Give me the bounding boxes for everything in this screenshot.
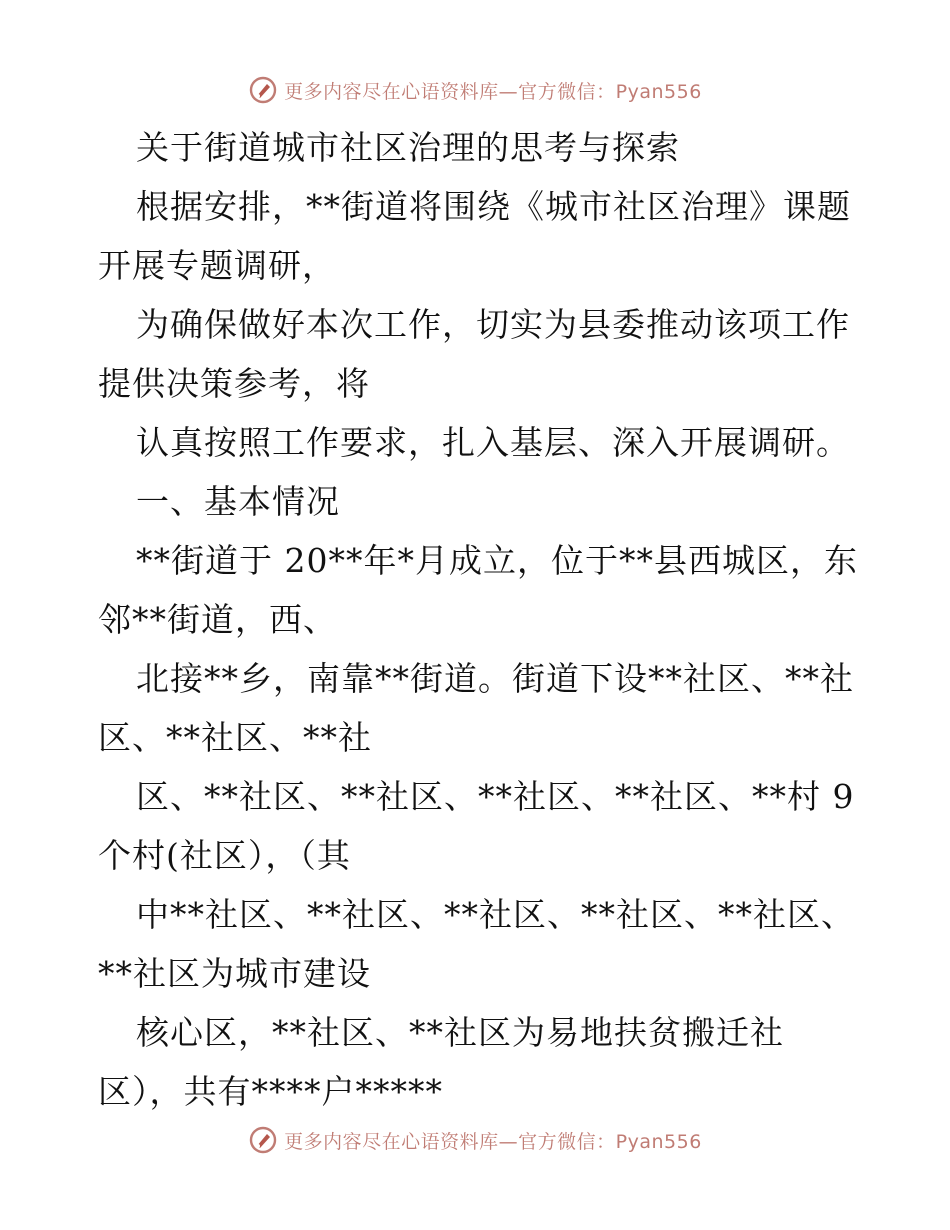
paragraph-line: 认真按照工作要求，扎入基层、深入开展调研。 xyxy=(136,423,850,462)
paragraph-line: 为确保做好本次工作，切实为县委推动该项工作 xyxy=(136,305,850,344)
pen-nib-circle-icon xyxy=(248,75,278,105)
paragraph-line: 区），共有****户***** xyxy=(98,1072,443,1111)
paragraph-line: 核心区，**社区、**社区为易地扶贫搬迁社 xyxy=(136,1013,784,1052)
paragraph-line: 一、基本情况 xyxy=(136,482,340,521)
paragraph-line: 开展专题调研， xyxy=(98,246,336,285)
paragraph-line: 区、**社区、**社区、**社区、**社区、**村 9 xyxy=(136,777,855,816)
document-body xyxy=(98,118,858,1121)
paragraph-line: 提供决策参考，将 xyxy=(98,364,370,403)
paragraph-line: **社区为城市建设 xyxy=(98,954,371,993)
watermark-text: 更多内容尽在心语资料库—官方微信：Pyan556 xyxy=(284,80,702,103)
watermark-banner-top xyxy=(0,70,950,110)
watermark-banner-bottom xyxy=(0,1120,950,1160)
paragraph-line: 中**社区、**社区、**社区、**社区、**社区、 xyxy=(136,895,855,934)
paragraph-line: 区、**社区、**社 xyxy=(98,718,372,757)
pen-nib-circle-icon xyxy=(248,1125,278,1155)
document-title: 关于街道城市社区治理的思考与探索 xyxy=(136,128,680,167)
paragraph-line: 个村(社区），（其 xyxy=(98,836,351,875)
watermark-text: 更多内容尽在心语资料库—官方微信：Pyan556 xyxy=(284,1130,702,1153)
paragraph-line: 北接**乡，南靠**街道。街道下设**社区、**社 xyxy=(136,659,854,698)
paragraph-line: 邻**街道，西、 xyxy=(98,600,337,639)
paragraph-line: **街道于 20**年*月成立，位于**县西城区，东 xyxy=(136,541,858,580)
paragraph-line: 根据安排，**街道将围绕《城市社区治理》课题 xyxy=(136,187,851,226)
